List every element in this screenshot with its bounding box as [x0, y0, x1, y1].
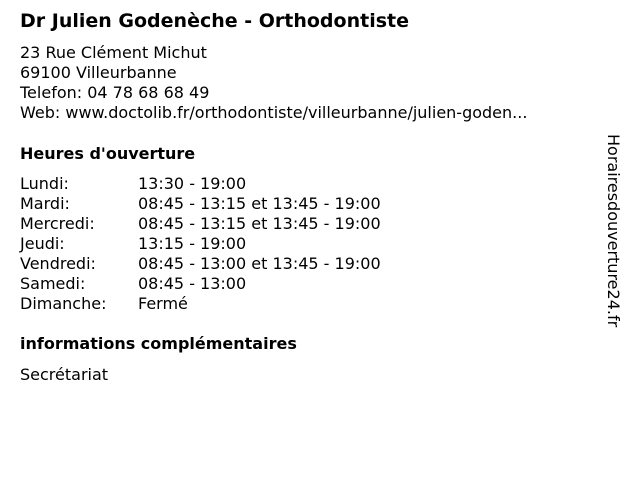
hours-row-wednesday	[20, 214, 381, 234]
hours-time: 08:45 - 13:15 et 13:45 - 19:00	[138, 194, 381, 213]
hours-day: Vendredi:	[20, 254, 96, 273]
hours-day: Lundi:	[20, 174, 69, 193]
hours-time: 13:15 - 19:00	[138, 234, 247, 253]
hours-row-saturday	[20, 274, 381, 294]
website-link[interactable]: Web: www.doctolib.fr/orthodontiste/villeurbanne/julien-goden...	[20, 103, 528, 122]
hours-time: 13:30 - 19:00	[138, 174, 247, 193]
hours-time: Fermé	[138, 294, 188, 313]
hours-row-monday	[20, 174, 381, 194]
opening-hours-heading: Heures d'ouverture	[20, 144, 196, 163]
hours-time: 08:45 - 13:00 et 13:45 - 19:00	[138, 254, 381, 273]
hours-row-tuesday	[20, 194, 381, 214]
hours-row-friday	[20, 254, 381, 274]
hours-day: Mardi:	[20, 194, 70, 213]
hours-day: Dimanche:	[20, 294, 107, 313]
hours-row-thursday	[20, 234, 381, 254]
address-city: 69100 Villeurbanne	[20, 63, 177, 82]
additional-info-text: Secrétariat	[20, 365, 109, 384]
hours-row-sunday	[20, 294, 381, 314]
phone-number: Telefon: 04 78 68 68 49	[20, 83, 210, 102]
hours-time: 08:45 - 13:00	[138, 274, 247, 293]
opening-hours-table	[20, 174, 381, 314]
site-watermark: Horairesdouverture24.fr	[604, 134, 623, 328]
address-street: 23 Rue Clément Michut	[20, 43, 207, 62]
hours-day: Jeudi:	[20, 234, 65, 253]
additional-info-heading: informations complémentaires	[20, 334, 297, 353]
hours-day: Samedi:	[20, 274, 86, 293]
hours-day: Mercredi:	[20, 214, 95, 233]
page-title: Dr Julien Godenèche - Orthodontiste	[20, 10, 409, 32]
address-block	[20, 43, 527, 123]
hours-time: 08:45 - 13:15 et 13:45 - 19:00	[138, 214, 381, 233]
